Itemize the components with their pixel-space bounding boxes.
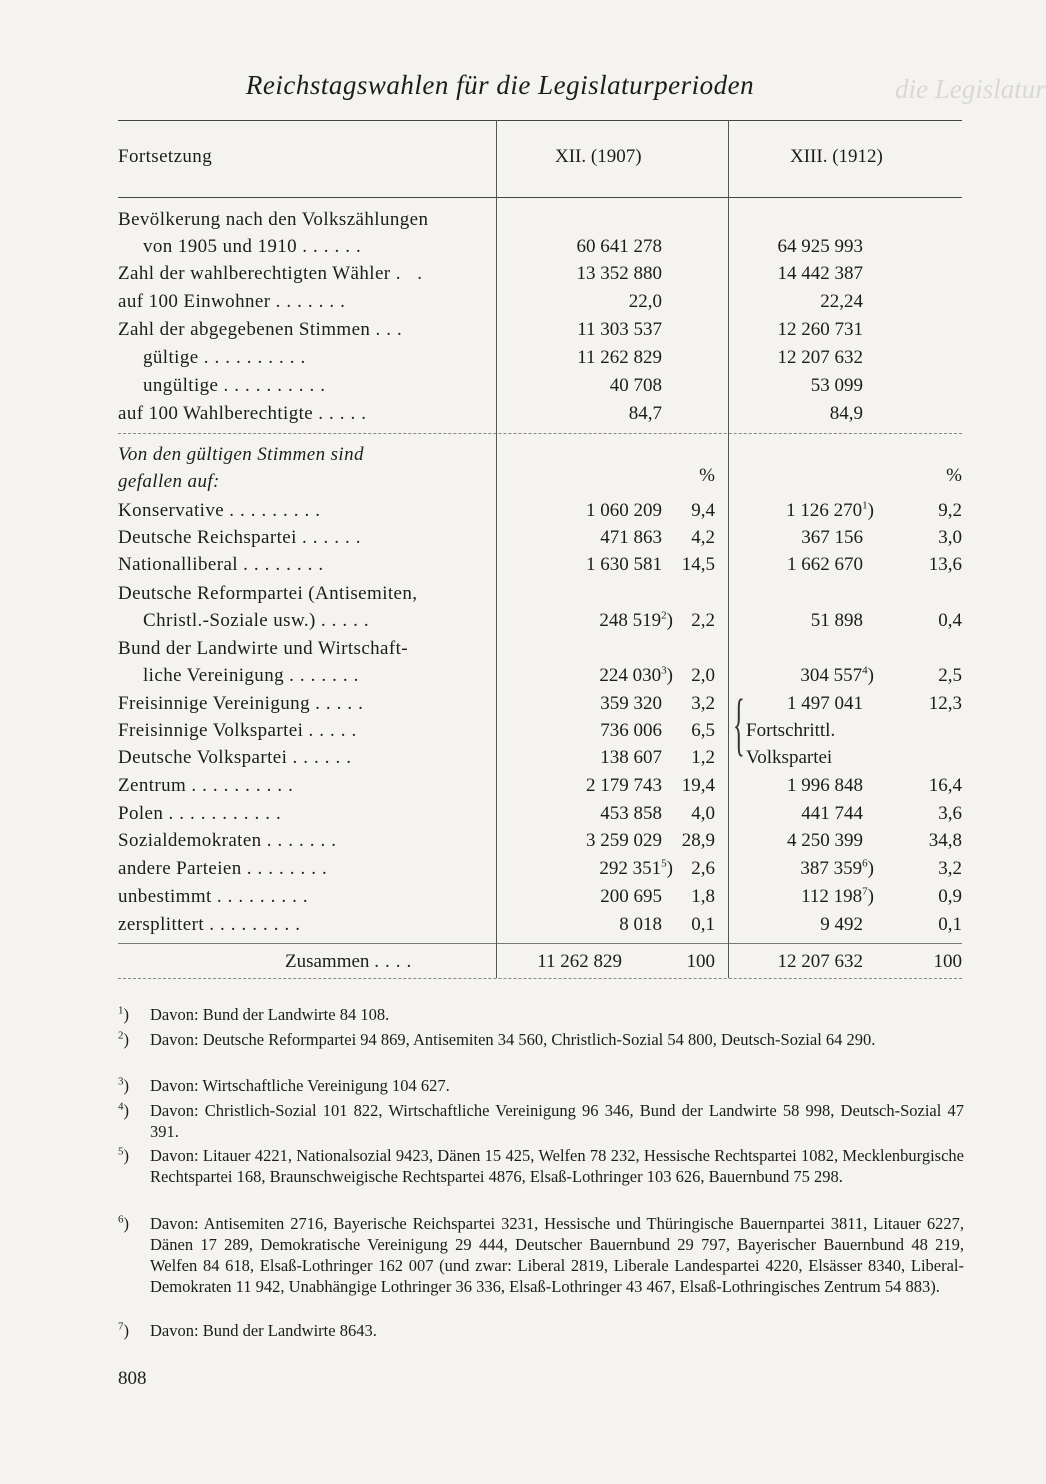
cell-percent-1907: 9,4	[691, 500, 715, 521]
cell-percent-1907: 2,6	[691, 858, 715, 879]
row-label: ungültige ..........	[143, 375, 332, 396]
cell-percent-1907: 2,0	[691, 665, 715, 686]
row-label: Zentrum ..........	[118, 775, 299, 796]
header-bottom-rule	[118, 197, 962, 198]
cell-1907: 22,0	[628, 291, 662, 312]
total-label: Zusammen ....	[285, 951, 418, 972]
cell-1912: 4 250 399	[787, 830, 863, 851]
row-label: Bund der Landwirte und Wirtschaft-	[118, 638, 409, 659]
footnote: $^2$) Davon: Deutsche Reformpartei 94 869, Antisemiten 34 560, Christlich-Sozial 54 800, Deutsch-Sozial 64 290.	[118, 1029, 876, 1049]
footnote-ref: 1	[862, 499, 868, 512]
cell-percent-1907: 4,2	[691, 527, 715, 548]
cell-1907: 292 $351^5$)	[599, 857, 673, 879]
row-label: auf 100 Einwohner .......	[118, 291, 351, 312]
footnote-ref: 5	[661, 857, 667, 870]
cell-1907: 60 641 278	[576, 236, 662, 257]
cell-percent-1912: 0,9	[938, 886, 962, 907]
cell-1912: 9 492	[820, 914, 863, 935]
cell-1907: 40 708	[609, 375, 662, 396]
cell-percent-1907: 1,2	[691, 747, 715, 768]
column-header-1912: XIII. (1912)	[790, 146, 883, 167]
cell-percent-1907: 6,5	[691, 720, 715, 741]
cell-1912: 112 $198^7$)	[801, 885, 874, 907]
row-label: zersplittert .........	[118, 914, 306, 935]
cell-1907: 11 303 537	[577, 319, 662, 340]
cell-1912: 1 662 670	[787, 554, 863, 575]
row-label: Zahl der abgegebenen Stimmen ...	[118, 319, 408, 340]
cell-1912: 53 099	[810, 375, 863, 396]
cell-1912: 1 126 $270^1$)	[786, 499, 874, 521]
cell-1912: 367 156	[801, 527, 863, 548]
footnote-ref: 2	[661, 609, 667, 622]
percent-header-1907: %	[699, 465, 715, 486]
cell-1907: 736 006	[600, 720, 662, 741]
column-label-header: Fortsetzung	[118, 146, 213, 167]
total-top-rule	[118, 943, 962, 944]
footnote: $^5$) Davon: Litauer 4221, Nationalsozial 9423, Dänen 15 425, Welfen 78 232, Hessische Rechtspartei 1082, Mecklenburgische Rechtspartei 168, Braunschweigische Rechtspartei 4876, Elsaß-Lothringer 103 626, Bauernbund 75 298.	[118, 1145, 964, 1186]
total-1912: 12 207 632	[777, 951, 863, 972]
column-header-1907: XII. (1907)	[555, 146, 642, 167]
cell-1912: 1 497 041	[787, 693, 863, 714]
cell-1907: 11 262 829	[577, 347, 662, 368]
row-label: Bevölkerung nach den Volkszählungen	[118, 209, 429, 230]
row-label: Freisinnige Vereinigung .....	[118, 693, 369, 714]
cell-1912: 14 442 387	[777, 263, 863, 284]
row-label: Deutsche Reichspartei ......	[118, 527, 367, 548]
page-number: 808	[118, 1368, 147, 1389]
cell-percent-1907: 4,0	[691, 803, 715, 824]
cell-1912: 12 207 632	[777, 347, 863, 368]
row-label: gültige ..........	[143, 347, 312, 368]
bleed-through-text: die Legislatur	[895, 74, 1046, 104]
cell-1912: 387 $359^6$)	[800, 857, 874, 879]
cell-1907: 471 863	[600, 527, 662, 548]
row-label: Deutsche Volkspartei ......	[118, 747, 357, 768]
cell-percent-1907: 0,1	[691, 914, 715, 935]
footnote-ref: 7	[862, 885, 868, 898]
footnote: $^4$) Davon: Christlich-Sozial 101 822, Wirtschaftliche Vereinigung 96 346, Bund der Landwirte 58 998, Deutsch-Sozial 47 391.	[118, 1100, 964, 1141]
cell-1912: 84,9	[829, 403, 863, 424]
row-label: unbestimmt .........	[118, 886, 314, 907]
cell-percent-1912: 12,3	[928, 693, 962, 714]
row-label: Sozialdemokraten .......	[118, 830, 342, 851]
cell-1907: 138 607	[600, 747, 662, 768]
footnote: $^6$) Davon: Antisemiten 2716, Bayerische Reichspartei 3231, Hessische und Thüringische Bauernpartei 3811, Litauer 6227, Dänen 17 289, Demokratische Vereinigung 29 444, Deutscher Bauernbund 29 797, Bayerischer Bauernbund 48 219, Welfen 84 618, Elsaß-Lothringer 162 007 (und zwar: Liberal 2819, Liberale Landespartei 4220, Elsässer 8340, Liberal-Demokraten 11 942, Unabhängige Lothringer 36 336, Elsaß-Lothringer 43 467, Elsaß-Lothringisches Zentrum 54 883).	[118, 1213, 964, 1296]
footnote: $^1$) Davon: Bund der Landwirte 84 108.	[118, 1004, 390, 1024]
cell-1912: 64 925 993	[777, 236, 863, 257]
footnote: $^7$) Davon: Bund der Landwirte 8643.	[118, 1320, 377, 1340]
cell-1907: 453 858	[600, 803, 662, 824]
cell-percent-1907: 1,8	[691, 886, 715, 907]
cell-percent-1912: 13,6	[928, 554, 962, 575]
cell-percent-1907: 19,4	[681, 775, 715, 796]
cell-1907: 13 352 880	[576, 263, 662, 284]
row-label: Christl.-Soziale usw.) .....	[143, 610, 375, 631]
cell-1907: 200 695	[600, 886, 662, 907]
cell-percent-1912: 16,4	[928, 775, 962, 796]
cell-percent-1912: 3,2	[938, 858, 962, 879]
cell-1912: 51 898	[810, 610, 863, 631]
cell-1912: 304 $557^4$)	[800, 664, 874, 686]
cell-1907: 8 018	[619, 914, 662, 935]
cell-1912: 22,24	[820, 291, 863, 312]
row-label: auf 100 Wahlberechtigte .....	[118, 403, 373, 424]
total-bottom-rule	[118, 978, 962, 979]
cell-1907: 359 320	[600, 693, 662, 714]
footnote: $^3$) Davon: Wirtschaftliche Vereinigung 104 627.	[118, 1075, 450, 1095]
cell-1912: 441 744	[801, 803, 863, 824]
parties-heading-line2: gefallen auf:	[118, 471, 220, 492]
table-top-rule	[118, 120, 962, 121]
cell-percent-1907: 14,5	[681, 554, 715, 575]
cell-percent-1912: 34,8	[928, 830, 962, 851]
cell-1907: 248 $519^2$)	[599, 609, 673, 631]
cell-1907: 1 630 581	[586, 554, 662, 575]
merge-brace: {	[733, 686, 745, 763]
cell-percent-1912: 9,2	[938, 500, 962, 521]
row-label: Freisinnige Volkspartei .....	[118, 720, 363, 741]
row-label: von 1905 und 1910 ......	[143, 236, 367, 257]
cell-1907: 3 259 029	[586, 830, 662, 851]
cell-1907: 2 179 743	[586, 775, 662, 796]
column-divider-1	[496, 120, 497, 978]
merged-party-label: Volkspartei	[746, 747, 833, 768]
cell-percent-1912: 0,1	[938, 914, 962, 935]
cell-1907: 84,7	[628, 403, 662, 424]
total-percent-1907: 100	[686, 951, 715, 972]
column-divider-2	[728, 120, 729, 978]
row-label: Konservative .........	[118, 500, 327, 521]
footnote-ref: 4	[862, 664, 868, 677]
footnote-ref: 3	[661, 664, 667, 677]
cell-1907: 1 060 209	[586, 500, 662, 521]
cell-1912: 12 260 731	[777, 319, 863, 340]
row-label: liche Vereinigung .......	[143, 665, 365, 686]
percent-header-1912: %	[946, 465, 962, 486]
cell-percent-1907: 28,9	[681, 830, 715, 851]
cell-percent-1912: 2,5	[938, 665, 962, 686]
cell-percent-1912: 0,4	[938, 610, 962, 631]
cell-percent-1912: 3,6	[938, 803, 962, 824]
cell-percent-1907: 3,2	[691, 693, 715, 714]
page-title: Reichstagswahlen für die Legislaturperioden	[245, 70, 755, 100]
cell-percent-1912: 3,0	[938, 527, 962, 548]
merged-party-label: Fortschrittl.	[746, 720, 836, 741]
cell-1912: 1 996 848	[787, 775, 863, 796]
footnote-ref: 6	[862, 857, 868, 870]
total-1907: 11 262 829	[537, 951, 622, 972]
section-rule	[118, 433, 962, 434]
row-label: Zahl der wahlberechtigten Wähler . .	[118, 263, 428, 284]
row-label: Polen ...........	[118, 803, 287, 824]
total-percent-1912: 100	[933, 951, 962, 972]
parties-heading-line1: Von den gültigen Stimmen sind	[118, 444, 364, 465]
cell-1907: 224 $030^3$)	[599, 664, 673, 686]
row-label: Nationalliberal ........	[118, 554, 330, 575]
cell-percent-1907: 2,2	[691, 610, 715, 631]
row-label: andere Parteien ........	[118, 858, 333, 879]
row-label: Deutsche Reformpartei (Antisemiten,	[118, 583, 418, 604]
